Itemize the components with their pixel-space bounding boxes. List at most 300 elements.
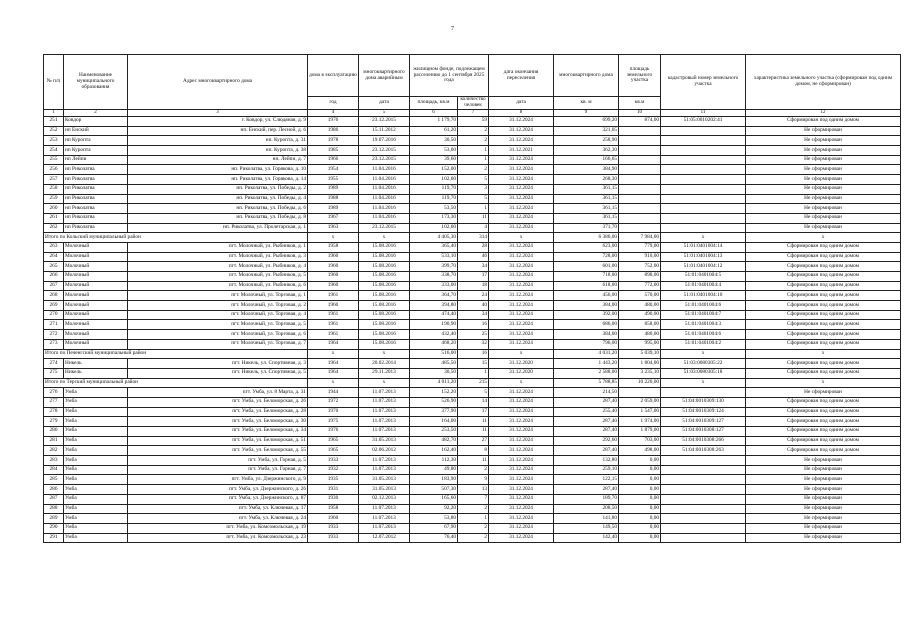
table-cell: Сформирован под одним домом [746,301,901,311]
table-cell: 1986 [308,126,359,136]
table-cell: 268,30 [554,175,619,185]
table-cell: 51:01:0401004:6 [661,330,746,340]
sub-sqm2: кв.м [619,97,661,110]
table-cell: Молочный [64,301,128,311]
subtotal-cell: 4 405,30 [410,233,458,243]
table-cell: 279 [44,417,64,427]
table-cell: 132,80 [554,456,619,466]
table-cell: 31.12.2024 [489,494,554,504]
table-cell: 208,50 [554,504,619,514]
table-cell: Сформирован под одним домом [746,339,901,349]
table-cell: Не сформирован [746,184,901,194]
table-cell: пгт. Молочный, ул. Рыбников, д. 5 [128,272,308,282]
table-cell: 51:01:0401004:14 [661,242,746,252]
col-commission: дома в эксплуатацию [308,55,359,97]
subtotal-cell: 7 984,00 [619,233,661,243]
table-cell: пгт. Молочный, ул. Торговая, д. 1 [128,291,308,301]
table-cell: 31.12.2024 [489,204,554,214]
table-cell: 1960 [308,514,359,524]
table-cell: 11.04.2016 [359,194,410,204]
table-row [44,475,901,485]
table-cell: 1976 [308,427,359,437]
table-cell: 1 [458,514,489,524]
table-cell: 2 [458,165,489,175]
table-cell: 51:01:0401004:2 [661,339,746,349]
table-cell: нп Куропта [64,136,128,146]
table-cell: 31.05.2013 [359,475,410,485]
table-cell: 361,15 [554,194,619,204]
table-cell: пгт. Никель, ул. Спортивная, д. 3 [128,359,308,369]
table-row [44,194,901,204]
table-cell: 257 [44,175,64,185]
table-cell: 11.07.2013 [359,427,410,437]
table-cell: нп Риколатва [64,223,128,233]
table-row [44,330,901,340]
table-cell: 1933 [308,456,359,466]
table-row [44,417,901,427]
table-cell: 1978 [308,136,359,146]
table-cell: 31.12.2024 [489,291,554,301]
table-row [44,272,901,282]
table-cell: Сформирован под одним домом [746,359,901,369]
table-cell: 1935 [308,475,359,485]
table-cell: Умба [64,504,128,514]
table-cell: 526,90 [410,397,458,407]
table-row [44,146,901,156]
table-cell: нп. Риколатва, ул. Победы, д. 2 [128,184,308,194]
col-address: Адрес многоквартирного дома [128,55,308,110]
table-cell: 31.12.2024 [489,446,554,456]
table-cell: 1985 [308,146,359,156]
table-cell: 31.12.2024 [489,262,554,272]
table-cell: 0,00 [619,514,661,524]
table-cell: 2 [458,136,489,146]
table-cell: 31.12.2024 [489,165,554,175]
table-cell: Не сформирован [746,165,901,175]
table-cell: 15.08.2016 [359,339,410,349]
table-cell: 31.12.2024 [489,407,554,417]
table-cell: Не сформирован [746,523,901,533]
table-cell: пгт. Молочный, ул. Торговая, д. 7 [128,339,308,349]
table-cell: 51:01:0401004:4 [661,281,746,291]
table-row [44,126,901,136]
table-cell: Молочный [64,330,128,340]
table-cell: Сформирован под одним домом [746,446,901,456]
table-cell: Умба [64,388,128,398]
table-cell [619,194,661,204]
table-cell: 498,00 [619,446,661,456]
table-cell: 1967 [308,213,359,223]
table-cell: 11.07.2013 [359,417,410,427]
table-cell: 31.12.2024 [489,465,554,475]
table-cell: 23.12.2015 [359,155,410,165]
table-cell: Не сформирован [746,485,901,495]
column-number: 7 [458,110,489,117]
table-cell: 15.08.2016 [359,272,410,282]
table-cell: 276 [44,388,64,398]
table-cell [619,136,661,146]
table-cell: 51:01:0401004:5 [661,272,746,282]
table-cell: пгт. Умба, ул. Дзержинского, д. 26 [128,485,308,495]
table-cell: 31.12.2024 [489,504,554,514]
table-cell: 1989 [308,184,359,194]
table-cell: 1 [458,204,489,214]
table-cell: 275 [44,368,64,378]
table-cell: 286 [44,485,64,495]
table-row [44,136,901,146]
table-cell [661,514,746,524]
table-cell: нп Лейпи [64,155,128,165]
table-cell: 468,20 [410,339,458,349]
table-cell: 31.12.2024 [489,194,554,204]
table-cell: 1964 [308,359,359,369]
table-cell: 17 [458,272,489,282]
table-cell: 31.12.2024 [489,281,554,291]
table-cell: 1964 [308,339,359,349]
table-cell [661,146,746,156]
subtotal-label: Итого по Кольский муниципальный район [44,233,308,243]
table-cell: 5 [458,175,489,185]
table-cell: 0,00 [619,456,661,466]
table-cell: 361,15 [554,213,619,223]
table-cell: 456,00 [554,291,619,301]
table-cell: 31.12.2024 [489,117,554,127]
table-cell: 1944 [308,388,359,398]
table-cell: Умба [64,494,128,504]
table-cell: 149,50 [554,523,619,533]
table-cell: Не сформирован [746,194,901,204]
table-cell: 112,30 [410,456,458,466]
table-cell: 361,15 [554,184,619,194]
table-cell: 258 [44,184,64,194]
subtotal-cell: х [489,233,554,243]
table-cell: 260 [44,204,64,214]
table-cell: пгт. Умба, ул. Горная, д. 5 [128,456,308,466]
table-cell: 51:03:0080305:22 [661,359,746,369]
table-cell: 274 [44,359,64,369]
table-row [44,407,901,417]
subtotal-cell: 4 011,20 [410,378,458,388]
table-cell: 779,00 [619,242,661,252]
table-cell: Не сформирован [746,533,901,543]
table-cell: 31.12.2024 [489,301,554,311]
table-cell: пгт. Умба, ул. Комсомольская, д. 19 [128,523,308,533]
table-cell: 51:05:0010202:41 [661,117,746,127]
table-cell: 1960 [308,281,359,291]
table-cell: 59 [458,117,489,127]
table-cell: Сформирован под одним домом [746,368,901,378]
table-cell: 287,40 [554,417,619,427]
col-cadastral: кадастровый номер земельного участка [661,55,746,110]
table-cell: пгт. Умба, ул. Дзержинского, д. 9 [128,475,308,485]
table-cell [661,504,746,514]
table-cell: Сформирован под одним домом [746,320,901,330]
table-cell: 11.04.2016 [359,204,410,214]
table-cell: 1958 [308,504,359,514]
table-cell: 482,70 [410,436,458,446]
table-cell: 259,10 [554,465,619,475]
table-cell: пгт. Умба, ул. Комсомольская, д. 23 [128,533,308,543]
table-cell: 152,00 [410,165,458,175]
table-cell: 253,50 [410,427,458,437]
table-cell: пгт. Умба, ул. Беломорская, д. 34 [128,427,308,437]
table-cell [619,126,661,136]
table-cell: 1 179,70 [410,117,458,127]
table-cell: 2 [458,533,489,543]
table-cell: 1958 [308,242,359,252]
table-cell: 14 [458,397,489,407]
table-cell: пгт. Никель, ул. Спортивная, д. 5 [128,368,308,378]
table-cell: 51:04:0010308:127 [661,427,746,437]
table-cell: 31.12.2024 [489,223,554,233]
col-land-char: характеристика земельного участка (сформирован под одним домом, не сформирован) [746,55,901,110]
table-cell: 31.12.2024 [489,417,554,427]
sub-sqm: кв. м [554,97,619,110]
table-row [44,339,901,349]
table-cell: 17 [458,407,489,417]
table-cell: 23.12.2015 [359,223,410,233]
table-cell: Умба [64,446,128,456]
table-cell: 15.08.2016 [359,310,410,320]
table-cell: 51:01:0401004:13 [661,252,746,262]
table-cell: 51:01:0401004:3 [661,320,746,330]
table-cell: 255 [44,155,64,165]
table-cell: пгт. Молочный, ул. Торговая, д. 4 [128,310,308,320]
table-cell [661,475,746,485]
table-cell: 31.12.2024 [489,184,554,194]
table-cell: 290 [44,523,64,533]
table-cell: Сформирован под одним домом [746,262,901,272]
table-row [44,446,901,456]
table-cell [661,494,746,504]
table-cell: 1960 [308,272,359,282]
table-cell: 02.06.2012 [359,446,410,456]
table-cell: 1 [458,146,489,156]
table-cell: 152,20 [410,388,458,398]
table-cell: 874,00 [619,117,661,127]
table-cell: Молочный [64,310,128,320]
table-cell: 1 804,00 [619,359,661,369]
table-cell: 51:03:0080305:18 [661,368,746,378]
table-cell: 31.12.2024 [489,436,554,446]
table-cell: 3 235,10 [619,368,661,378]
table-cell: 2 059,00 [619,397,661,407]
table-cell: 4 [458,223,489,233]
table-cell: 898,00 [619,272,661,282]
subtotal-cell: х [359,378,410,388]
table-cell: 384,90 [554,165,619,175]
subtotal-row [44,378,901,388]
table-cell: 601,00 [554,262,619,272]
table-cell [661,213,746,223]
subtotal-cell: х [661,349,746,359]
table-cell: 53,50 [410,204,458,214]
column-number: 5 [359,110,410,117]
table-cell: Молочный [64,262,128,272]
table-cell: Сформирован под одним домом [746,252,901,262]
table-cell: 32 [458,339,489,349]
table-cell: 288 [44,504,64,514]
table-cell [661,194,746,204]
subtotal-cell: х [489,378,554,388]
table-cell: 46 [458,252,489,262]
col-land-area: площадь земельного участка [619,55,661,97]
table-cell: 1964 [308,368,359,378]
col-building: многоквартирного дома [554,55,619,97]
table-cell: Ковдор [64,117,128,127]
table-cell: 1961 [308,310,359,320]
table-cell: 1965 [308,436,359,446]
table-cell: 15 [458,359,489,369]
table-cell: 480,00 [619,301,661,311]
table-cell: 31.12.2024 [489,136,554,146]
table-cell: 76,40 [410,533,458,543]
table-cell: пгт. Молочный, ул. Рыбников, д. 6 [128,281,308,291]
sub-year: год [308,97,359,110]
table-cell: Умба [64,475,128,485]
table-cell: Не сформирован [746,175,901,185]
table-cell: Сформирован под одним домом [746,417,901,427]
table-cell: 1965 [308,446,359,456]
table-cell [661,388,746,398]
table-cell: 102,60 [410,175,458,185]
table-cell [619,165,661,175]
table-cell: нп Енский [64,126,128,136]
subtotal-cell: х [308,378,359,388]
table-cell: 392,00 [554,310,619,320]
table-cell: 278 [44,407,64,417]
table-cell: 0,00 [619,494,661,504]
table-cell: 11 [458,213,489,223]
table-cell: 1954 [308,165,359,175]
table-cell: 752,00 [619,262,661,272]
table-row [44,359,901,369]
table-row [44,533,901,543]
table-cell: 267 [44,281,64,291]
table-row [44,523,901,533]
table-cell: Молочный [64,272,128,282]
table-cell: нп. Риколатва, ул. Победы, д. 4 [128,194,308,204]
table-cell: 277 [44,397,64,407]
table-cell: 11 [458,427,489,437]
table-cell: 1 547,00 [619,407,661,417]
table-cell: 31.12.2024 [489,388,554,398]
table-cell: 11 [458,456,489,466]
table-cell: 0,00 [619,533,661,543]
column-number: 1 [44,110,64,117]
table-cell: 31.12.2020 [489,368,554,378]
table-cell [661,155,746,165]
subtotal-cell: х [746,349,901,359]
table-cell: 271 [44,320,64,330]
table-cell: 261 [44,213,64,223]
table-cell: 34 [458,262,489,272]
table-cell: 9 [458,475,489,485]
table-cell: Умба [64,514,128,524]
housing-table [43,54,901,543]
table-cell: 20.02.2014 [359,359,410,369]
table-cell: 51:04:0010308:263 [661,446,746,456]
table-cell: 1961 [308,291,359,301]
table-cell: 258,90 [554,136,619,146]
table-cell: 281 [44,436,64,446]
table-cell: Сформирован под одним домом [746,330,901,340]
table-cell [661,533,746,543]
table-cell: 287,40 [554,446,619,456]
table-cell [619,204,661,214]
table-cell: 1989 [308,204,359,214]
subtotal-cell: 215 [458,378,489,388]
subtotal-cell: х [661,378,746,388]
table-cell: 15.08.2016 [359,330,410,340]
table-cell: 31.05.2013 [359,436,410,446]
table-cell: Не сформирован [746,136,901,146]
table-row [44,504,901,514]
table-cell: 507,30 [410,485,458,495]
table-cell: Не сформирован [746,213,901,223]
table-cell: 0,00 [619,504,661,514]
table-cell: 796,00 [554,339,619,349]
table-cell [661,465,746,475]
table-cell: 164,00 [410,417,458,427]
table-cell: 30,50 [410,368,458,378]
table-cell: нп Риколатва [64,213,128,223]
column-number: 11 [661,110,746,117]
table-cell: 384,00 [554,301,619,311]
table-cell: 1 879,00 [619,427,661,437]
table-cell: нп Риколатва [64,184,128,194]
table-cell: Молочный [64,281,128,291]
table-cell: 1 [458,368,489,378]
table-cell: Никель [64,359,128,369]
table-cell: 25 [458,330,489,340]
table-cell: 253 [44,136,64,146]
table-cell: пгт. Умба, ул. Беломорская, д. 30 [128,417,308,427]
table-cell: 264 [44,252,64,262]
table-cell: 0,00 [619,485,661,495]
col-municipality: Наименование муниципального образования [64,55,128,110]
table-cell: 287,40 [554,427,619,437]
table-cell: 11.04.2016 [359,184,410,194]
table-cell: нп. Енский, пер. Лесной, д. 6 [128,126,308,136]
table-cell: 254 [44,146,64,156]
table-row [44,155,901,165]
table-cell: 371,70 [554,223,619,233]
table-cell: 18 [458,281,489,291]
table-cell: 31.12.2024 [489,126,554,136]
subtotal-cell: х [661,233,746,243]
table-cell: 122,15 [554,475,619,485]
table-cell: 485,50 [410,359,458,369]
column-number: 2 [64,110,128,117]
table-cell: г. Ковдор, ул. Слюдяная, д. 9 [128,117,308,127]
table-cell: 51:04:0010309:127 [661,417,746,427]
table-cell: 51:01:0401004:7 [661,310,746,320]
subtotal-cell: 5 788,85 [554,378,619,388]
table-cell: 1960 [308,262,359,272]
table-cell: 31.12.2024 [489,175,554,185]
table-cell: 703,00 [619,436,661,446]
table-cell: 5 [458,194,489,204]
table-cell: Сформирован под одним домом [746,407,901,417]
table-cell: 268 [44,291,64,301]
table-cell: 29.11.2013 [359,368,410,378]
subtotal-cell: х [359,233,410,243]
table-cell: 27 [458,436,489,446]
table-cell: 166,65 [554,155,619,165]
table-cell: 16 [458,320,489,330]
table-cell: пгт. Умба, ул. Горная, д. 7 [128,465,308,475]
